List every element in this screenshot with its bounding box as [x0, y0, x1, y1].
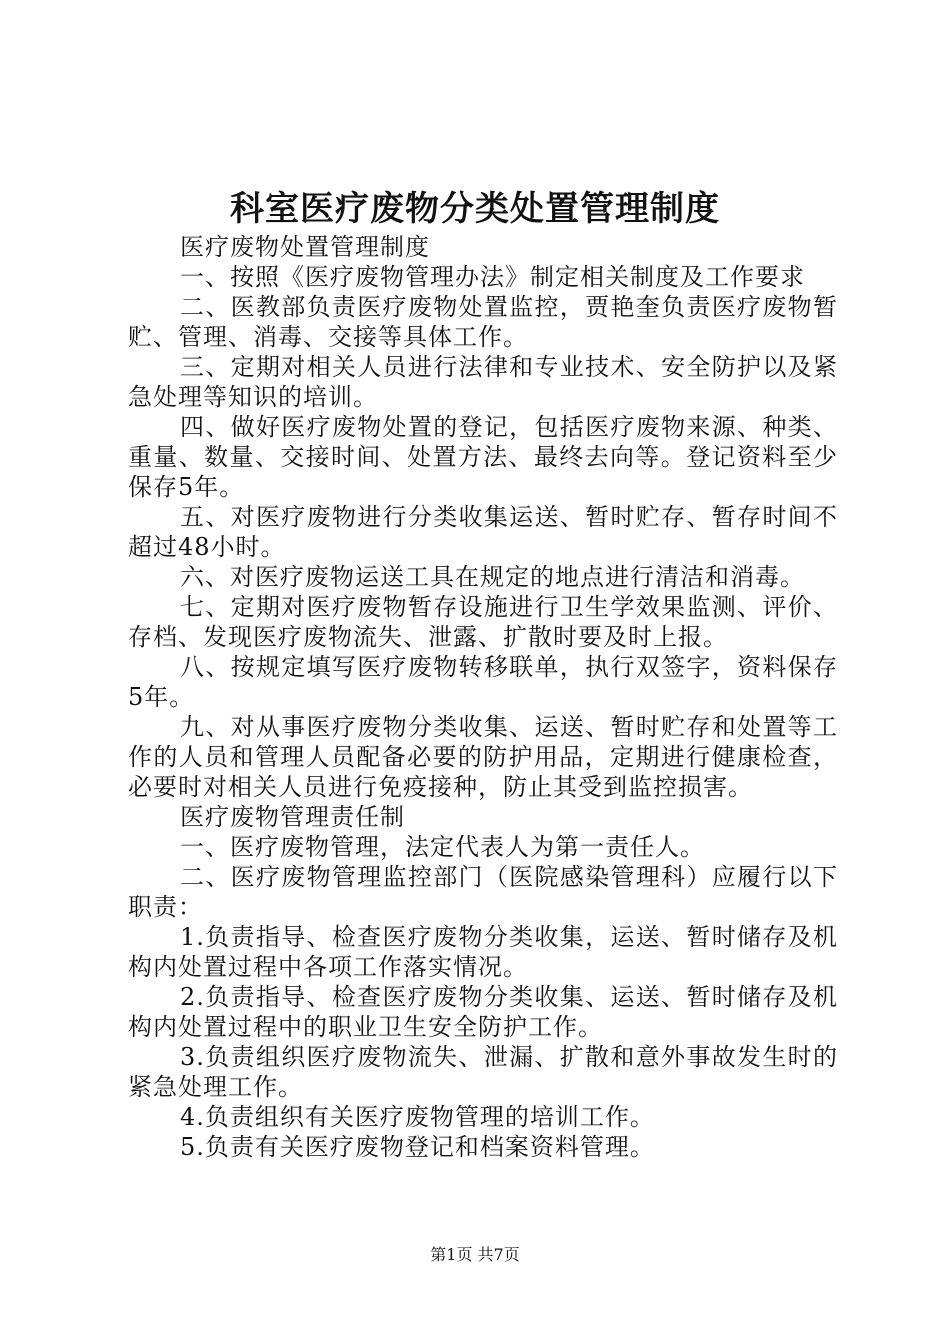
page-title: 科室医疗废物分类处置管理制度	[230, 189, 720, 229]
paragraph-5: 四、做好医疗废物处置的登记，包括医疗废物来源、种类、重量、数量、交接时间、处置方法、最终去向等。登记资料至少保存5年。	[128, 413, 838, 501]
paragraph-7: 六、对医疗废物运送工具在规定的地点进行清洁和消毒。	[180, 563, 805, 591]
paragraph-4: 三、定期对相关人员进行法律和专业技术、安全防护以及紧急处理等知识的培训。	[128, 353, 838, 411]
paragraph-15: 2.负责指导、检查医疗废物分类收集、运送、暂时储存及机构内处置过程中的职业卫生安全防护工作。	[128, 983, 838, 1041]
paragraph-3: 二、医教部负责医疗废物处置监控，贾艳奎负责医疗废物暂贮、管理、消毒、交接等具体工作。	[128, 293, 838, 351]
paragraph-12: 一、医疗废物管理，法定代表人为第一责任人。	[180, 833, 705, 861]
paragraph-8: 七、定期对医疗废物暂存设施进行卫生学效果监测、评价、存档、发现医疗废物流失、泄露、扩散时要及时上报。	[128, 593, 838, 651]
paragraph-18: 5.负责有关医疗废物登记和档案资料管理。	[180, 1133, 655, 1161]
paragraph-1: 医疗废物处置管理制度	[180, 233, 430, 261]
paragraph-11: 医疗废物管理责任制	[180, 803, 405, 831]
paragraph-10: 九、对从事医疗废物分类收集、运送、暂时贮存和处置等工作的人员和管理人员配备必要的防护用品，定期进行健康检查，必要时对相关人员进行免疫接种，防止其受到监控损害。	[128, 713, 838, 801]
document-body	[128, 232, 838, 1162]
page-footer: 第1页 共7页	[430, 1245, 520, 1264]
paragraph-9: 八、按规定填写医疗废物转移联单，执行双签字，资料保存5年。	[128, 653, 838, 711]
paragraph-16: 3.负责组织医疗废物流失、泄漏、扩散和意外事故发生时的紧急处理工作。	[128, 1043, 838, 1101]
paragraph-13: 二、医疗废物管理监控部门（医院感染管理科）应履行以下职责：	[128, 863, 838, 921]
paragraph-6: 五、对医疗废物进行分类收集运送、暂时贮存、暂存时间不超过48小时。	[128, 503, 838, 561]
paragraph-17: 4.负责组织有关医疗废物管理的培训工作。	[180, 1103, 655, 1131]
paragraph-2: 一、按照《医疗废物管理办法》制定相关制度及工作要求	[180, 263, 805, 291]
paragraph-14: 1.负责指导、检查医疗废物分类收集，运送、暂时储存及机构内处置过程中各项工作落实情况。	[128, 923, 838, 981]
